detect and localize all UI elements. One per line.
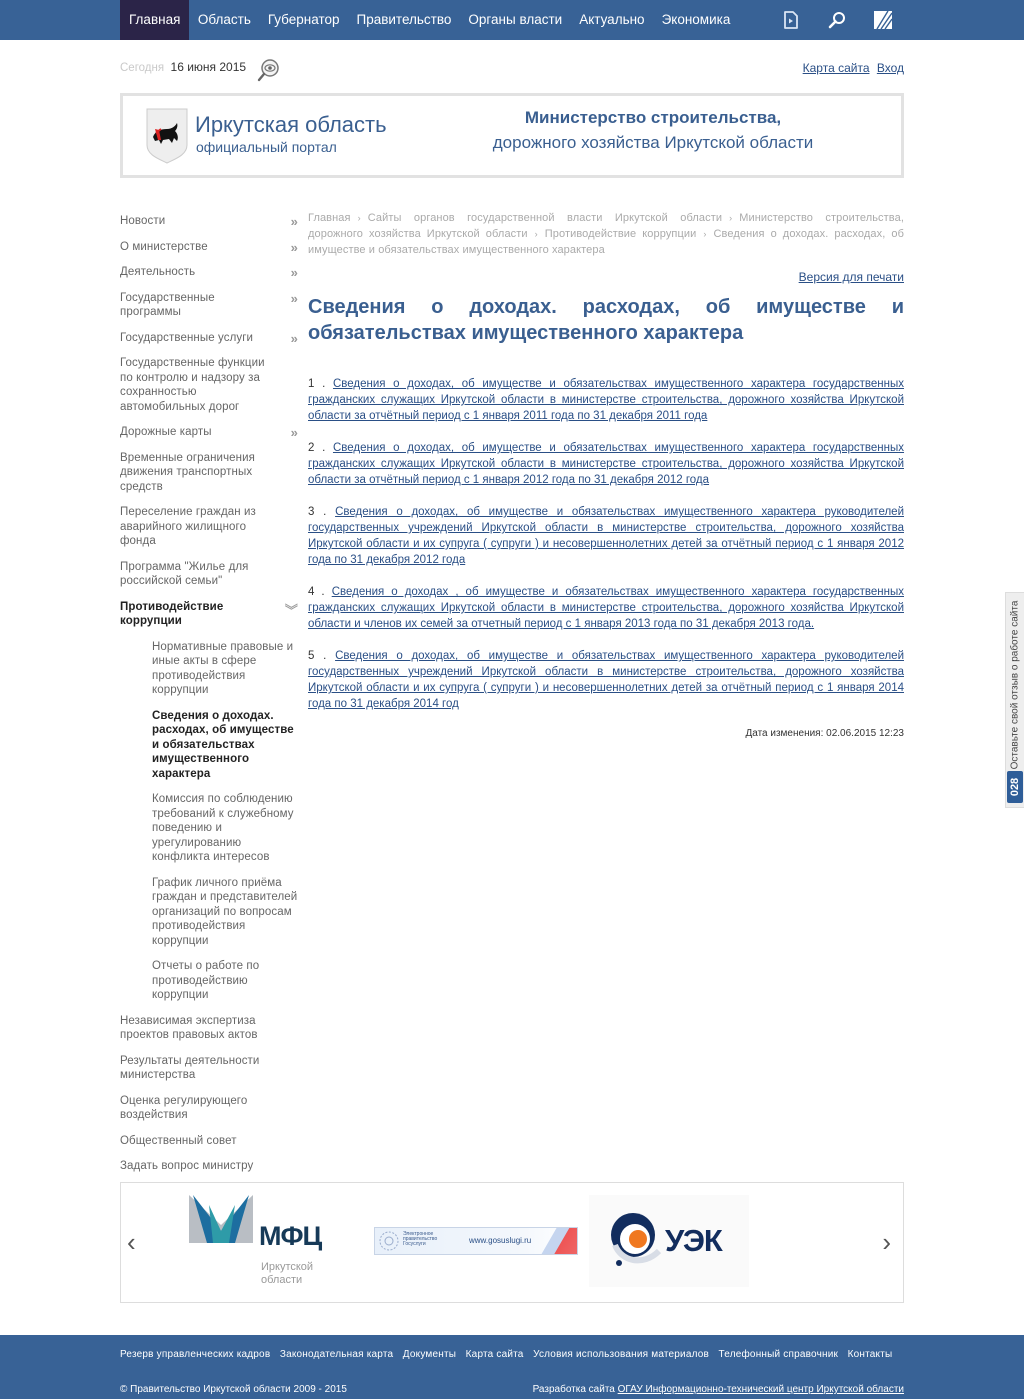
sidebar-item-label: Временные ограничения движения транспортных средств (120, 451, 255, 493)
document-list (308, 376, 904, 712)
login-link[interactable]: Вход (876, 61, 904, 75)
double-chevron-right-icon[interactable]: » (290, 330, 298, 346)
nav-item-governor[interactable]: Губернатор (267, 12, 340, 27)
partner-logo-mfc[interactable] (189, 1195, 329, 1286)
breadcrumb-item[interactable]: Противодействие коррупции (544, 228, 697, 240)
breadcrumb-separator: › (729, 213, 733, 223)
print-version-link[interactable]: Версия для печати (798, 270, 904, 284)
document-number: 4 . (308, 586, 325, 598)
double-chevron-right-icon[interactable]: » (290, 214, 298, 229)
ministry-title-line1: Министерство строительства, (524, 108, 782, 127)
mfc-logo-text: МФЦ (259, 1221, 322, 1251)
document-item (308, 376, 904, 424)
breadcrumb-item[interactable]: Сайты органов государственной власти Иркутской области (367, 212, 723, 224)
partner-logo-uek[interactable] (589, 1195, 749, 1287)
partner-carousel (120, 1182, 904, 1303)
sidebar-item-label: Деятельность (120, 266, 196, 278)
nav-item-region[interactable]: Область (197, 12, 251, 27)
sidebar-menu (120, 214, 300, 1225)
footer-link-documents[interactable]: Документы (402, 1349, 457, 1360)
sidebar-item-label: Новости (120, 215, 166, 227)
top-links (799, 61, 904, 75)
breadcrumb-separator: › (534, 229, 538, 239)
sidebar-item-label: Дорожные карты (120, 426, 212, 438)
sidebar-item-ask-minister[interactable] (120, 1159, 300, 1174)
document-number: 3 . (308, 506, 327, 518)
video-file-icon[interactable] (780, 9, 802, 31)
feedback-tab[interactable] (1005, 592, 1024, 808)
document-item (308, 648, 904, 712)
sidebar-item-expertise[interactable] (120, 1014, 300, 1043)
uek-logo-icon (605, 1205, 665, 1275)
sidebar-item-functions[interactable] (120, 356, 300, 414)
logo-stripes-icon[interactable] (872, 9, 894, 31)
breadcrumb-item[interactable]: Министерство строительства, дорожного хозяйства Иркутской области (308, 212, 904, 240)
document-number: 5 . (308, 650, 327, 662)
sidebar-item-label: Противодействие коррупции (120, 600, 224, 627)
modified-date: Дата изменения: 02.06.2015 12:23 (745, 728, 904, 739)
copyright: © Правительство Иркутской области 2009 - 2015 (120, 1384, 347, 1395)
sidebar-item-anticorruption[interactable] (120, 600, 300, 629)
footer-link-contacts[interactable]: Контакты (847, 1349, 893, 1360)
top-nav-icons (780, 0, 918, 40)
footer (0, 1335, 1024, 1399)
top-nav-menu (120, 0, 739, 40)
carousel-prev-button[interactable]: ‹ (127, 1227, 136, 1257)
document-link[interactable]: Сведения о доходах, об имуществе и обязательствах имущественного характера государственных гражданских служащих Иркутской области в министерстве строительства, дорожного хозяйства Иркутской области за отчётный период с 1 января 2012 года по 31 декабря 2012 года (308, 442, 905, 486)
breadcrumb-separator: › (703, 229, 707, 239)
search-icon[interactable] (826, 9, 848, 31)
breadcrumb-current: Сведения о доходах. расходах, об имуществе и обязательствах имущественного характера (308, 228, 904, 256)
developer-link[interactable]: ОГАУ Информационно-технический центр Иркутской области (617, 1384, 904, 1395)
sidebar-subitem-income-info[interactable]: Сведения о доходах. расходах, об имуществе и обязательствах имущественного характера (152, 709, 294, 780)
sidebar-item-services[interactable] (120, 331, 300, 346)
sidebar-subitem-commission[interactable]: Комиссия по соблюдению требований к служебному поведению и урегулированию конфликта интересов (152, 793, 294, 863)
today-date: 16 июня 2015 (170, 60, 247, 74)
footer-link-legislative-map[interactable]: Законодательная карта (279, 1349, 394, 1360)
double-chevron-down-icon[interactable]: ︾ (284, 602, 298, 618)
footer-link-phonebook[interactable]: Телефонный справочник (718, 1349, 839, 1360)
document-link[interactable]: Сведения о доходах, об имуществе и обязательствах имущественного характера государственных гражданских служащих Иркутской области в министерстве строительства, дорожного хозяйства Иркутской области за отчётный период с 1 января 2011 года по 31 декабря 2011 года (308, 378, 905, 422)
sidebar-item-resettlement[interactable] (120, 505, 300, 549)
sidebar-item-label: Переселение граждан из аварийного жилищного фонда (120, 506, 256, 547)
sidebar-item-results[interactable] (120, 1054, 300, 1083)
feedback-label: Оставьте свой отзыв о работе сайта (1009, 600, 1021, 770)
nav-item-home[interactable]: Главная (120, 0, 189, 40)
gosuslugi-caption: Электронное правительство Госуслуги (403, 1231, 438, 1247)
nav-item-authorities[interactable]: Органы власти (468, 12, 563, 27)
sidebar-item-label: Задать вопрос министру (120, 1160, 254, 1172)
sidebar-item-label: Общественный совет (120, 1134, 237, 1147)
sitemap-link[interactable]: Карта сайта (802, 61, 870, 75)
sidebar-item-label: Государственные программы (120, 291, 215, 318)
ministry-title (453, 108, 853, 153)
document-link[interactable]: Сведения о доходах , об имуществе и обязательствах имущественного характера государственных гражданских служащих Иркутской области в министерстве строительства, дорожного хозяйства Иркутской области и членов их семей за отчетный период с 1 января 2013 года по 31 декабря 2013 года. (308, 586, 904, 630)
ministry-title-line2: дорожного хозяйства Иркутской области (492, 133, 814, 152)
feedback-count-badge: 028 (1007, 771, 1023, 803)
partner-logo-gosuslugi[interactable] (374, 1227, 578, 1255)
breadcrumb (308, 210, 904, 258)
sidebar-item-about[interactable] (120, 240, 300, 255)
sidebar-item-label: Независимая экспертиза проектов правовых актов (120, 1014, 258, 1041)
portal-title[interactable]: Иркутская область (195, 112, 387, 137)
document-item (308, 584, 904, 632)
top-navigation (0, 0, 1024, 40)
sidebar-item-label: О министерстве (120, 240, 208, 253)
double-chevron-right-icon[interactable]: » (290, 425, 298, 440)
sidebar-subitem-reports[interactable]: Отчеты о работе по противодействию коррупции (152, 960, 260, 1001)
document-link[interactable]: Сведения о доходах, об имуществе и обязательствах имущественного характера руководителей государственных учреждений Иркутской области в министерстве строительства, дорожного хозяйства Иркутской области и их супруга ( супруги ) и несовершеннолетних детей за отчётный период с 1 января 2012 года по 31 декабря 2012 года (308, 506, 904, 566)
uek-logo-text: УЭК (665, 1223, 722, 1258)
sidebar-item-traffic-restrictions[interactable] (120, 451, 300, 495)
double-chevron-right-icon[interactable]: » (290, 265, 298, 280)
portal-subtitle: официальный портал (196, 139, 337, 155)
breadcrumb-separator: › (357, 213, 361, 223)
main-content (308, 210, 904, 739)
developer-prefix: Разработка сайта (532, 1384, 615, 1395)
coat-of-arms-icon[interactable] (145, 107, 189, 165)
double-chevron-right-icon[interactable]: » (290, 239, 298, 255)
accessibility-eye-icon[interactable] (256, 58, 280, 82)
sidebar-item-label: Государственные функции по контролю и надзору за сохранностью автомобильных дорог (120, 357, 265, 413)
footer-link-terms[interactable]: Условия использования материалов (533, 1349, 710, 1360)
sidebar-item-regulatory-impact[interactable] (120, 1094, 300, 1123)
sidebar-item-news[interactable] (120, 214, 300, 229)
sidebar-item-label: Оценка регулирующего воздействия (120, 1094, 248, 1121)
sidebar-item-housing-program[interactable] (120, 560, 300, 589)
document-number: 2 . (308, 442, 326, 454)
footer-link-personnel-reserve[interactable]: Резерв управленческих кадров (120, 1349, 271, 1360)
nav-item-economy[interactable]: Экономика (661, 12, 731, 27)
double-chevron-right-icon[interactable]: » (290, 290, 298, 306)
footer-link-sitemap[interactable]: Карта сайта (465, 1349, 524, 1360)
developer-credit (533, 1384, 904, 1395)
today-label: Сегодня (120, 62, 165, 74)
sidebar-item-label: Государственные услуги (120, 331, 254, 344)
document-number: 1 . (308, 378, 326, 390)
carousel-next-button[interactable]: › (882, 1227, 891, 1257)
mfc-logo-subtitle: Иркутской области (261, 1261, 314, 1286)
document-link[interactable]: Сведения о доходах, об имуществе и обязательствах имущественного характера руководителей государственных учреждений Иркутской области в министерстве строительства, дорожного хозяйства Иркутской области и их супруга ( супруги ) и несовершеннолетних детей за отчётный период с 1 января 2014 года по 31 декабря 2014 год (308, 650, 904, 710)
sidebar-item-label: Результаты деятельности министерства (120, 1054, 260, 1081)
sidebar-item-label: Программа "Жилье для российской семьи" (120, 560, 249, 587)
print-version (308, 270, 904, 284)
date-row (120, 58, 904, 84)
mfc-logo-icon (189, 1195, 253, 1245)
gosuslugi-flag-stripe (541, 1228, 577, 1254)
site-header (120, 93, 904, 178)
sidebar-item-public-council[interactable] (120, 1134, 300, 1149)
breadcrumb-item[interactable]: Главная (308, 212, 351, 224)
gosuslugi-emblem-icon (378, 1230, 400, 1252)
sidebar-item-programs[interactable] (120, 291, 300, 320)
document-item (308, 440, 904, 488)
page-title: Сведения о доходах. расходах, об имуществе и обязательствах имущественного характера (308, 296, 904, 344)
document-item (308, 504, 904, 568)
sidebar-subitem-reception-schedule[interactable]: График личного приёма граждан и представителей организаций по вопросам противодействия коррупции (152, 876, 298, 947)
nav-item-actual[interactable]: Актуально (579, 12, 645, 27)
gosuslugi-url: www.gosuslugi.ru (469, 1236, 532, 1245)
sidebar-item-roadmaps[interactable] (120, 425, 300, 440)
sidebar-item-activity[interactable] (120, 265, 300, 280)
footer-links (120, 1349, 902, 1360)
sidebar-subitem-normative-acts[interactable]: Нормативные правовые и иные акты в сфере противодействия коррупции (152, 640, 294, 696)
nav-item-government[interactable]: Правительство (356, 12, 452, 27)
